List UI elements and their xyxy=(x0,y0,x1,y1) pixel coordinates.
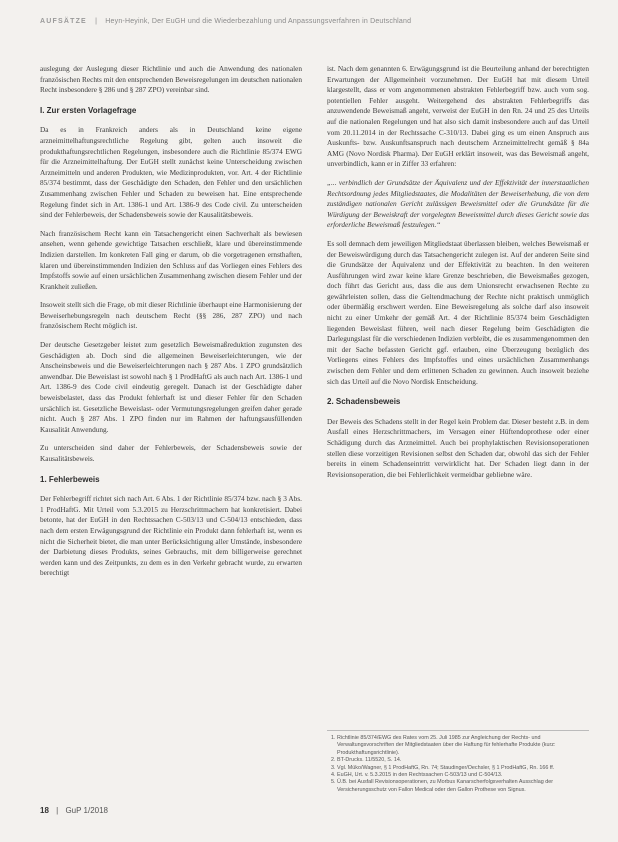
footnote: 5. Ü.B. bei Ausfall Revisionsoperationen, zu Morbus Kanarscherfolgsverhalten Ausschlag der Versicherungsschutz von Fallon Medical oder den Gallon Prothese von Signus. xyxy=(337,779,589,794)
footnote: 3. Vgl. Müko/Wagner, § 1 ProdHaftG, Rn. 74; Staudinger/Oechsler, § 1 ProdHaftG, Rn. 166 ff. xyxy=(337,765,589,772)
paragraph: Nach französischem Recht kann ein Tatsachengericht einen Sachverhalt als bewiesen ansehen, wenn gehende gewichtige Tatsachen erschließt, klare und übereinstimmende Indizien darstellen. Im konkreten Fall ging er darum, ob die vorgetragenen ernsthaften, klaren und übereinstimmenden Indizien den Schluss auf das Vorliegen eines Fehlers des Impfstoffs sowie auf einen ursächlichen Zusammenhang zwischen diesem Fehler und der Krankheit zuließen. xyxy=(40,228,302,291)
intro-paragraph: auslegung der Auslegung dieser Richtlinie und auch die Anwendung des nationalen französischen Rechts mit den entsprechenden Beweisregelungen im deutschen nationalen Recht insbesondere § 286 und § 287 ZPO) vereinbar sind. xyxy=(40,64,302,95)
page-footer xyxy=(40,806,108,815)
footnote: 1. Richtlinie 85/374/EWG des Rates vom 25. Juli 1985 zur Angleichung der Rechts- und Verwaltungsvorschriften der Mitgliedstaaten über die Haftung für fehlerhafte Produkte (kurz: Produkthaftungsrichtlinie). xyxy=(337,735,589,757)
section-heading-first-question: I. Zur ersten Vorlagefrage xyxy=(40,105,137,115)
section-heading-fehlerbeweis: 1. Fehlerbeweis xyxy=(40,474,100,484)
page-number: 18 xyxy=(40,806,49,815)
footnote: 4. EuGH, Urt. v. 5.3.2015 in den Rechtssachen C-503/13 und C-504/13. xyxy=(337,772,589,779)
footer-separator: | xyxy=(56,806,59,815)
section-heading-schadensbeweis: 2. Schadensbeweis xyxy=(327,397,401,407)
paragraph: Der Fehlerbegriff richtet sich nach Art. 6 Abs. 1 der Richtlinie 85/374 bzw. nach § 3 Abs. 1 ProdHaftG. Mit Urteil vom 5.3.2015 zu Herzschrittmachern hat konkretisiert. Dabei betonte, hat der EuGH in den Rechtssachen C-503/13 und C-504/13 entschieden, dass nach dem ersten Erwägungsgrund der Richtlinie ein Produkt dann fehlerhaft ist, wenn es nicht die Sicherheit bietet, die man unter Berücksichtigung aller Umstände, insbesondere der Darbietung dieses Produkts, seines Gebrauchs, mit dem billigerweise gerechnet werden kann und des Zeitpunkts, zu dem es in den Verkehr gebracht wurde, zu erwarten berechtigt xyxy=(40,494,302,578)
section-tag: AUFSÄTZE xyxy=(40,18,87,25)
running-header xyxy=(40,18,580,25)
journal-issue: GuP 1/2018 xyxy=(65,806,109,815)
paragraph: Es soll demnach dem jeweiligen Mitgliedstaat überlassen bleiben, welches Beweismaß er der Beweiswürdigung durch das Tatsachengericht zulegen ist. Auf der anderen Seite sind die Grundsätze der Äquivalenz und der Effektivität zu beachten. In den weiteren Ausführungen wird zwar keine klare Grenze beschrieben, die Beweismaßes gezogen, doch führt das Gericht aus, dass die aus dem Unionsrecht erwachsenen Rechte zu gewährleisten sollen, dass die Geltendmachung der Rechte nicht praktisch unmöglich oder übermäßig erschwert werden. Eine Beweisregelung als solche darf also insoweit nicht zu einer Umkehr der gemäß Art. 4 der Richtlinie 85/374 beim Geschädigten liegenden Beweislast führen, weil nach dieser Regelung beim Geschädigten die Darlegungslast für die verschiedenen Indizien verbleibt, die es zusammengenommen den mit der Sache befassten Gericht ggf. erlauben, eine Überzeugung bezüglich des Vorliegens eines Fehlers des Impfstoffes und eines ursächlichen Zusammenhangs zwischen dem Fehler und dem erlittenen Schaden zu gewinnen. Auch insoweit beziehe sich das Urteil auf die Novo Nordisk Entscheidung. xyxy=(327,238,589,386)
paragraph: Zu unterscheiden sind daher der Fehlerbeweis, der Schadensbeweis sowie der Kausalitätsbeweis. xyxy=(40,443,302,463)
footnotes xyxy=(327,730,589,794)
paragraph: Der Beweis des Schadens stellt in der Regel kein Problem dar. Dieser besteht z.B. in dem Ausfall eines Herzschrittmachers, im Versagen einer Hüftendoprothese oder einer Schädigung durch das Arzneimittel. Auch bei prophylaktischen Revisionsoperationen stellen diese vorzeitigen Revisionen selbst den Schaden dar, obwohl das sich der Fehler bereits in einem Schadenseintritt verwirklicht hat. Der Schaden liegt dann in der Revisionsoperation, die bei Fehlerlichkeit vermeidbar gebliebne wäre. xyxy=(327,416,589,479)
paragraph: ist. Nach dem genannten 6. Erwägungsgrund ist die Beurteilung anhand der berechtigten Erwartungen der Allgemeinheit vorzunehmen. Der EuGH hat mit diesem Urteil klargestellt, dass er vom angenommenen abstrakten Fehlerbegriff bzw. auch vom sog. potentiellen Fehler ausgeht. Weitergehend des abstrakten Fehlerbegriffs das anzuwendende Beweismaß angeht, verweist der EuGH in den Rn. 24 und 25 des Urteils auf die nationalen Regelungen und hat also sich damit insbesondere auch auf das Urteil vom 20.11.2014 in der Rechtssache C-310/13. Dabei ging es um einen Anspruch aus Auskunfts- bzw. Auskunftsanspruch nach deutschem Arzneimittelrecht gemäß § 84a AMG (Novo Nordisk Pharma). Der EuGH erklärt insoweit, was das Beweismaß angeht, unverbindlich, kann er in Ziffer 33 erfahren: xyxy=(327,64,589,169)
right-column xyxy=(327,64,589,488)
header-separator: | xyxy=(95,18,98,25)
running-title: Heyn-Heyink, Der EuGH und die Wiederbezahlung und Anpassungsverfahren in Deutschland xyxy=(105,18,412,25)
paragraph: Der deutsche Gesetzgeber leistet zum gesetzlich Beweismaßreduktion zugunsten des Geschädigten ab. Doch sind die allgemeinen Beweiserleichterungen, wie der Anscheinsbeweis und die Beweiserleichterungen nach § 287 Abs. 1 ZPO grundsätzlich anwendbar. Die Beweislast ist sowohl nach § 1 ProdHaftG als auch nach Art. 1386-1 und Art. 1386-9 des Code civil eindeutig geregelt. Danach ist der Geschädigte daher beweisbelastet, dass das Produkt fehlerhaft ist und dieser Fehler für den Schaden ursächlich ist. Gesetzliche Beweislast- oder Vermutungsregelungen greifen daher gerade nicht. Auch § 287 Abs. 1 ZPO finden nur im Rahmen der haftungsausfüllenden Kausalität Anwendung. xyxy=(40,340,302,434)
paragraph: Da es in Frankreich anders als in Deutschland keine eigene arzneimittelhaftungsrechtliche Regelung gibt, gelten auch insoweit die produkthaftungsrechtlichen Regelungen, insbesondere auch die Richtlinie 85/374 EWG für die Arzneimittelhaftung. Der EuGH stellt zunächst keine Unterscheidung zwischen Arzneimitteln und anderen Produkten, wie Medizinprodukten, vor. Art. 4 der Richtlinie 85/374 bestimmt, dass der Geschädigte den Schaden, den Fehler und den ursächlichen Zusammenhang zwischen Fehler und Schaden zu beweisen hat. Eine entsprechende Regelung findet sich in Art. 1386-1 und Art. 1386-9 des Code civil. Zu unterscheiden sind der Fehlerbeweis, der Schadensbeweis sowie der Kausalitätsbeweis. xyxy=(40,125,302,220)
paragraph: Insoweit stellt sich die Frage, ob mit dieser Richtlinie überhaupt eine Harmonisierung der Beweiserhebungsregeln nach deutschem Recht (§§ 286, 287 ZPO) und nach französischem Recht möglich ist. xyxy=(40,300,302,331)
footnote: 2. BT-Drucks. 11/5520, S. 14. xyxy=(337,757,589,764)
left-column xyxy=(40,64,302,587)
block-quote: „... verbindlich der Grundsätze der Äquivalenz und der Effektivität der innerstaatlichen Rechtsordnung jedes Mitgliedstaates, die Modalitäten der Beweiserhebung, die von dem zuständigen nationalen Gericht zulässigen Beweismittel oder die Grundsätze für die Würdigung der Beweiskraft der vorgelegten Beweismittel durch dieses Gericht sowie das erforderliche Beweismaß festzulegen.“ xyxy=(327,177,589,230)
